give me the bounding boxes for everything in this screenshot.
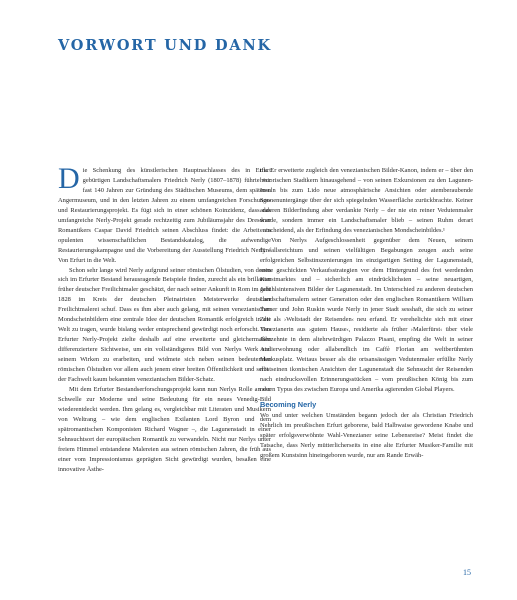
section-subheading: Becoming Nerly: [260, 399, 317, 409]
paragraph: tik. Er erweiterte zugleich den venezianischen Bilder-Kanon, indem er – über den historischen Stadtkern hinausgehend – von seinen Exkursionen zu den Lagunen-Inseln bis zum Lido neue atmosphärische Ansichten oder atemberaubende Sonnenuntergänge über der sich spiegelnden Wasserfläche zurückbrachte. Keiner anderen Bilderfindung aber verdankte Nerly – der nie ein reiner Vedutenmaler wurde, sondern immer ein Landschaftsmaler blieb – seinen Ruhm derart entscheidend, als der Erfindung des venezianischen Mondscheinbildes.¹: [260, 167, 473, 234]
page-number: 15: [463, 568, 471, 577]
paragraph: Mit dem Erfurter Bestandserforschungsprojekt kann nun Nerlys Rolle an der Schwelle zur Moderne und seine Bedeutung für ein neues Venedig-Bild wiederentdeckt werden. Ihm gelang es, vergleichbar mit Literaten und Musikern von Weltrang – wie dem englischen Exilanten Lord Byron und dem spätromantischen Komponisten Richard Wagner –, die Lagunenstadt in einer Sehnsuchtsort der europäischen Romantik zu verwandeln. Nicht nur Nerlys unter freiem Himmel entstandene Malereien aus seinen römischen Jahren, die früh aus einer vom Impressionismus geprägten Sicht gewürdigt wurden, besaßen eine innovative Ästhe-: [58, 385, 271, 473]
paragraph: Schon sehr lange wird Nerly aufgrund seiner römischen Ölstudien, von denen sich im Erfurter Bestand herausragende Beispiele finden, zurecht als ein brillanter früher deutscher Freilichtmaler geschätzt, der nach seiner Ankunft in Rom im Jahr 1828 im Kreis der deutschen Pleinairisten Meisterwerke deutscher Freilichtmalerei schuf. Dass es ihm aber auch gelang, mit seinen venezianischen Mondscheinbildern eine zentrale Idee der deutschen Romantik erfolgreich in die Welt zu tragen, wurde bislang weder entsprechend gewürdigt noch erforscht. Das Erfurter Nerly-Projekt zielte deshalb auf eine erweiterte und gleichermaßen differenziertere Sichtweise, um ein vollständigeres Bild von Nerlys Werk und seinem Wirken zu erarbeiten, und widmete sich neben seinen bedeutenden römischen Ölstudien vor allem auch jenem einer breiten Öffentlichkeit und selbst der Fachwelt kaum bekannten venezianischen Bilder-Schatz.: [58, 266, 271, 384]
paragraph-text: ie Schenkung des künstlerischen Hauptnachlasses des in Erfurt gebürtigen Landschaftsmalers Friedrich Nerly (1807–1878) führte vor fast 140 Jahren zur Gründung des Städtischen Museums, dem späteren Angermuseum, und in den letzten Jahren zu einem umfangreichen Forschungs- und Restaurierungsprojekt. Es fügt sich in einer schönen Koinzidenz, dass das umfangreiche Nerly-Projekt gerade rechtzeitig zum Jubiläumsjahr des Dresdner Romantikers Caspar David Friedrich seinen Abschluss findet: die Arbeit am opulenten wissenschaftlichen Bestandskatalog, die aufwendige Restaurierungskampagne und die Vorbereitung der Ausstellung Friedrich Nerly – Von Erfurt in die Welt.: [58, 167, 271, 264]
paragraph: Wo und unter welchen Umständen begann jedoch der als Christian Friedrich Nehrlich im preußischen Erfurt geborene, bald Halbwaise gewordene Knabe und später erfolgsverwöhnte Wahl-Venezianer seine Lebensreise? Meist findet die Tatsache, dass Nerly mütterlicherseits in eine alte Erfurter Musiker-Familie mit großem Kunstsinn hineingeboren wurde, nur am Rande Erwäh-: [260, 411, 473, 459]
right-column: [260, 166, 473, 461]
paragraph: Von Nerlys Aufgeschlossenheit gegenüber dem Neuen, seinem Einfallsreichtum und seinen vielfältigen Begabungen zeugen auch seine erfolgreichen Selbstinszenierungen im einzigartigen Setting der Lagunenstadt, seine geschickten Verkaufsstrategien vor dem Hintergrund des frei werdenden Kunstmarktes und – sicherlich am eindrücklichsten – seine neuartigen, gefühlsintensiven Bilder der Lagunenstadt. Im Unterschied zu anderen deutschen Landschaftsmalern seiner Generation oder den englischen Romantikern William Turner und John Ruskin wurde Nerly in jener Stadt sesshaft, die sich zu seiner Zeit als ›Weltstadt der Reisenden‹ neu erfand. Er verehelichte sich mit einer Venezianerin aus ›gutem Hause‹, residierte als früher ›Malerfürst‹ über viele Jahrzehnte in dem altehrwürdigen Palazzo Pisani, empfing die Welt in seiner Atelierwohnung oder allabendlich im Caffè Florian am weltberühmten Markusplatz. Weitaus besser als die ortsansässigen Vedutenmaler erfüllte Nerly mit seinen ikonischen Ansichten der Lagunenstadt die Sehnsucht der Reisenden nach eindrucksvollen Erinnerungsstücken – vom preußischen König bis zum neuen Typus des zwischen Europa und Amerika agierenden Global Players.: [260, 236, 473, 393]
left-column: [58, 162, 271, 475]
drop-cap: D: [58, 162, 80, 195]
paragraph: [58, 162, 271, 266]
page-heading: VORWORT UND DANK: [58, 37, 272, 54]
